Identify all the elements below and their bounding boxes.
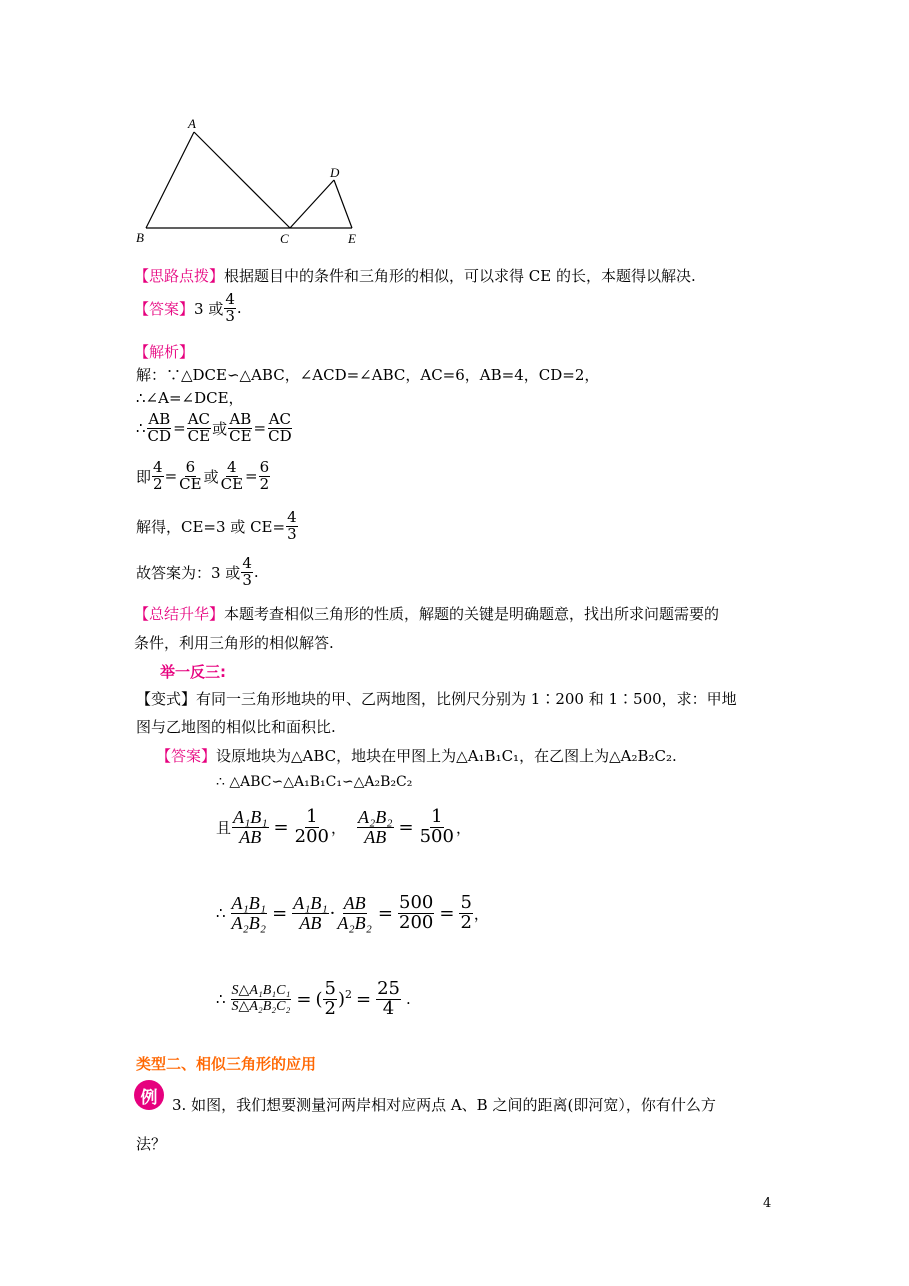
hint-tag: 【思路点拨】 (134, 267, 225, 285)
section-title: 类型二、相似三角形的应用 (136, 1055, 317, 1073)
analysis-line5: 解得，CE=3 或 CE= $\frac{4}{3}$ (136, 508, 297, 543)
fraction: $\frac{AC}{CE}$ (187, 410, 211, 445)
label-c: C (280, 231, 289, 246)
variant-tag: 【变式】 (136, 690, 197, 708)
fraction: $\frac{4}{3}$ (242, 554, 252, 589)
analysis-tag: 【解析】 (134, 343, 195, 361)
fraction: $\frac{25}{4}$ (377, 978, 400, 1019)
math-line-1: 且 $\frac{\text{A₁B₁}}{AB}$ = $\frac{1}{200}$ ， $\frac{\text{A₂B₂}}{AB}$ = $\frac{1}{500}$ ， (216, 806, 471, 847)
example-text-line2: 法？ (136, 1135, 167, 1153)
fraction: $\frac{6}{CE}$ (179, 458, 202, 493)
hint-line (134, 265, 696, 286)
answer-line: 【答案】 3 或 $\frac{4}{3}$ . (134, 290, 242, 325)
analysis-line2: ∴∠A=∠DCE， (136, 389, 244, 407)
practice-question-line2: 图与乙地图的相似比和面积比. (136, 718, 336, 736)
fraction: $\frac{6}{2}$ (259, 458, 270, 493)
fraction: $\frac{1}{500}$ (419, 806, 454, 847)
fraction: $\frac{4}{2}$ (153, 458, 163, 493)
answer-fraction: $\frac{4}{3}$ (225, 290, 235, 325)
summary-line2: 条件，利用三角形的相似解答. (134, 634, 334, 652)
analysis-line3: ∴ $\frac{AB}{CD}$ = $\frac{AC}{CE}$ 或 $\frac{AB}{CE}$ = $\frac{AC}{CD}$ (136, 410, 292, 445)
answer-prefix: 3 或 (194, 299, 224, 318)
answer-tag: 【答案】 (134, 299, 195, 318)
label-d: D (330, 165, 340, 180)
example-badge: 例 (134, 1080, 164, 1110)
fraction: $\frac{5}{2}$ (460, 892, 472, 933)
label-b: B (136, 230, 144, 245)
fraction: $\frac{\text{A₂B₂}}{AB}$ (358, 807, 393, 847)
math-line-2: ∴ $\frac{\text{A₁B₁}}{\text{A₂B₂}}$ = $\frac{\text{A₁B₁}}{AB}$ · $\frac{AB}{\text{A₂B₂}}$ = $\frac{500}{200}$ = $\frac{5}{2}$ ， (216, 892, 489, 933)
fraction: $\frac{\text{A₁B₁}}{\text{A₂B₂}}$ (231, 893, 267, 933)
practice-question-line1: 【变式】有同一三角形地块的甲、乙两地图，比例尺分别为 1∶200 和 1∶500，求：甲地 (136, 690, 737, 708)
summary-line1: 【总结升华】本题考查相似三角形的性质，解题的关键是明确题意，找出所求问题需要的 (134, 605, 720, 623)
fraction: $\frac{1}{200}$ (294, 806, 329, 847)
fraction: $\frac{4}{CE}$ (220, 458, 244, 493)
analysis-line6: 故答案为：3 或 $\frac{4}{3}$ . (136, 554, 259, 589)
hint-text: 根据题目中的条件和三角形的相似，可以求得 CE 的长，本题得以解决. (224, 267, 696, 285)
analysis-line4: 即 $\frac{4}{2}$ = $\frac{6}{CE}$ 或 $\frac{4}{CE}$ = $\frac{6}{2}$ (136, 458, 270, 493)
fraction: $\frac{\text{A₁B₁}}{AB}$ (233, 807, 268, 847)
page-number: 4 (763, 1196, 772, 1211)
example-text-line1: 3. 如图，我们想要测量河两岸相对应两点 A、B 之间的距离(即河宽），你有什么方 (172, 1096, 716, 1114)
fraction: $\frac{AB}{CD}$ (147, 410, 172, 445)
fraction: $\frac{AC}{CD}$ (268, 410, 292, 445)
analysis-line1: 解：∵△DCE∽△ABC，∠ACD=∠ABC，AC=6，AB=4，CD=2， (136, 366, 600, 384)
practice-answer-line1: 【答案】设原地块为△ABC，地块在甲图上为△A₁B₁C₁，在乙图上为△A₂B₂C₂. (156, 747, 677, 765)
label-a: A (188, 116, 196, 131)
practice-heading: 举一反三: (160, 663, 226, 681)
summary-tag: 【总结升华】 (134, 605, 225, 623)
practice-answer-tag: 【答案】 (156, 747, 217, 765)
fraction: $\frac{4}{3}$ (287, 508, 297, 543)
triangle-figure (130, 110, 370, 250)
fraction: $\frac{\text{S△A₁B₁C₁}}{\text{S△A₂B₂C₂}}$ (231, 983, 291, 1014)
fraction: $\frac{\text{A₁B₁}}{AB}$ (293, 893, 328, 933)
practice-answer-line2: ∴ △ABC∽△A₁B₁C₁∽△A₂B₂C₂ (216, 774, 413, 790)
math-line-3: ∴ $\frac{\text{S△A₁B₁C₁}}{\text{S△A₂B₂C₂}}$ = ( $\frac{5}{2}$ ) $^2$ = $\frac{25}{4}$ . (216, 978, 411, 1019)
fraction: $\frac{AB}{\text{A₂B₂}}$ (337, 893, 372, 933)
label-e: E (348, 231, 356, 246)
fraction: $\frac{AB}{CE}$ (229, 410, 252, 445)
fraction: $\frac{5}{2}$ (324, 978, 336, 1019)
fraction: $\frac{500}{200}$ (399, 892, 434, 933)
